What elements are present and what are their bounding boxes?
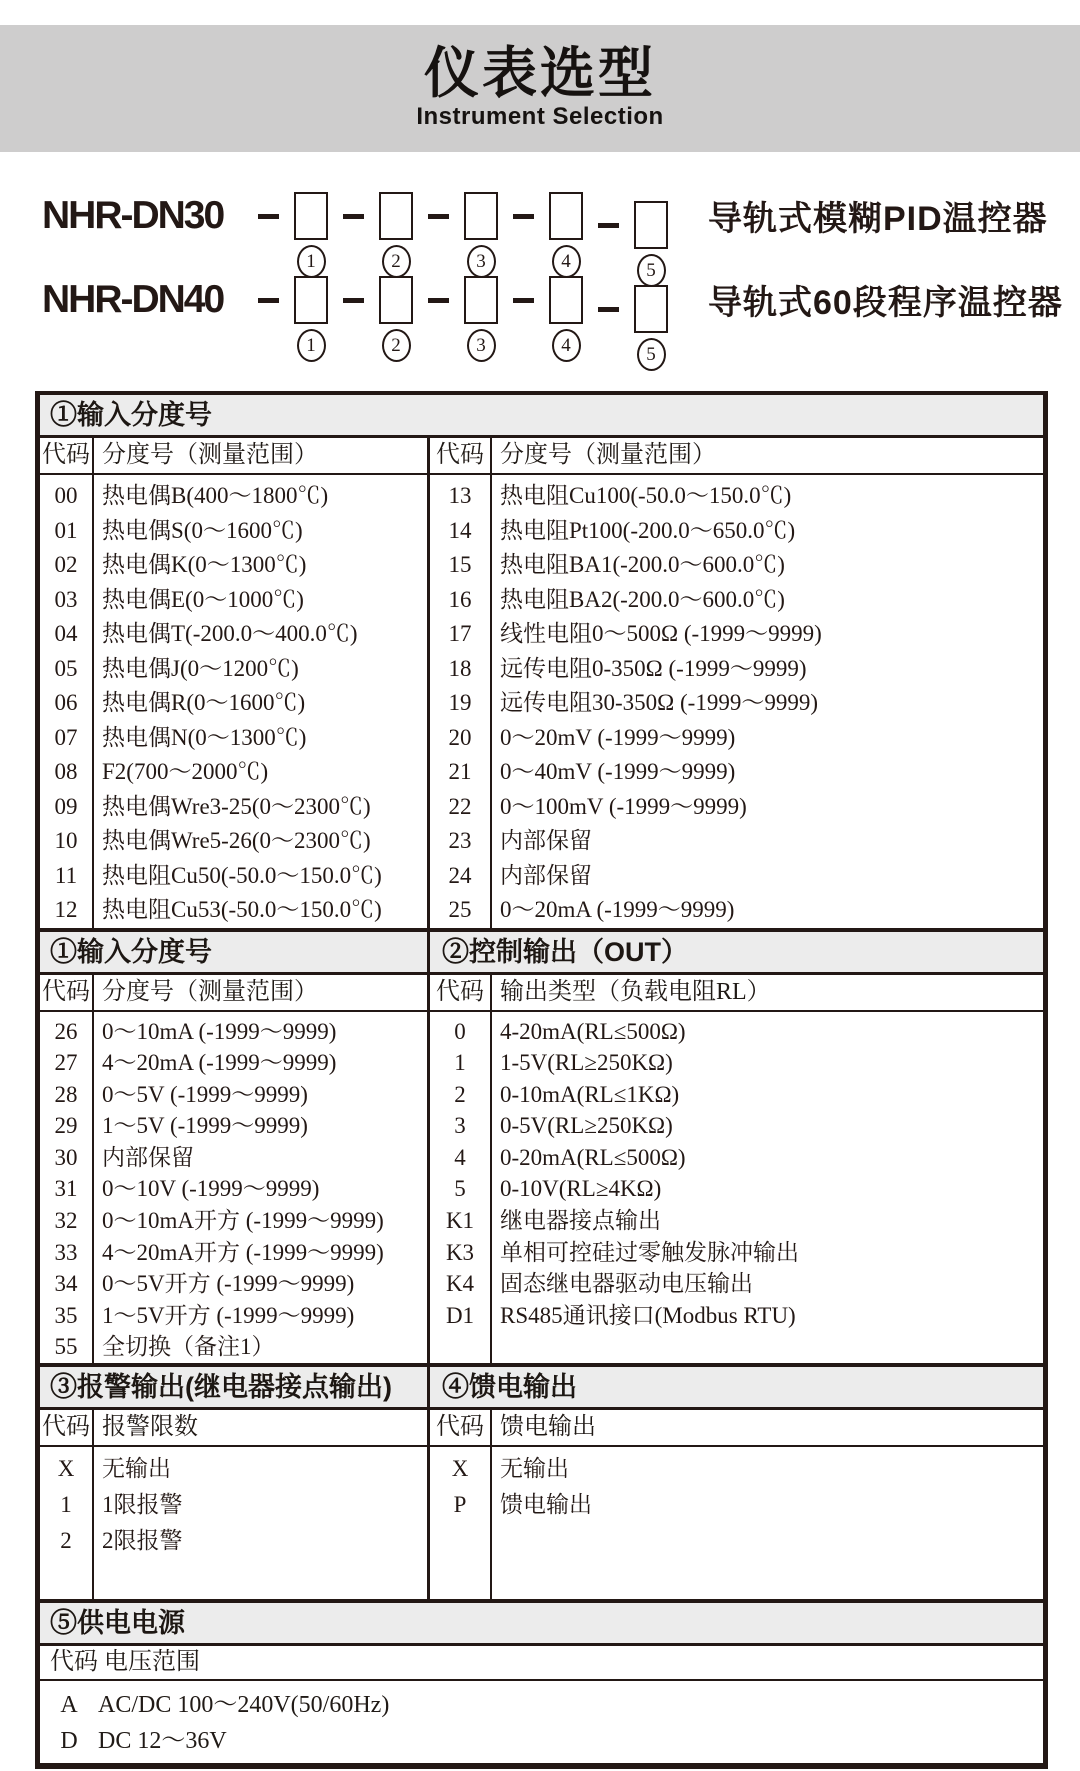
desc-cell: 热电偶K(0～1300℃) bbox=[102, 552, 307, 577]
code-slot bbox=[290, 192, 332, 278]
left-half bbox=[40, 475, 430, 928]
desc-cell: 0-20mA(RL≤500Ω) bbox=[500, 1144, 686, 1170]
desc-cell: 远传电阻30-350Ω (-1999～9999) bbox=[500, 690, 818, 715]
model-row-dn40 bbox=[42, 276, 1080, 365]
desc-cell: 0～100mV (-1999～9999) bbox=[500, 793, 747, 819]
code-column-header: 代码 bbox=[430, 975, 492, 1010]
model-row-dn30 bbox=[42, 192, 1080, 281]
desc-column bbox=[94, 1447, 427, 1599]
right-half bbox=[430, 475, 1043, 928]
desc-cell: 0～10mA (-1999～9999) bbox=[102, 1018, 337, 1044]
code-cell: 3 bbox=[454, 1113, 466, 1139]
right-half bbox=[430, 1410, 1043, 1445]
code-column bbox=[430, 1447, 492, 1599]
desc-column-header: 输出类型（负载电阻RL） bbox=[500, 978, 771, 1005]
model-code-slots bbox=[247, 192, 672, 281]
code-column bbox=[430, 1012, 492, 1364]
left-half bbox=[40, 975, 430, 1010]
desc-cell: 继电器接点输出 bbox=[500, 1208, 661, 1234]
code-column-header: 代码 bbox=[40, 975, 94, 1010]
code-cell: 0 bbox=[454, 1018, 466, 1044]
dash-separator bbox=[258, 214, 279, 219]
desc-cell: 0～20mV (-1999～9999) bbox=[500, 724, 736, 750]
desc-column-header: 分度号（测量范围） bbox=[102, 978, 318, 1005]
code-column-header: 代码 bbox=[430, 1410, 492, 1445]
desc-column bbox=[492, 1012, 1043, 1364]
desc-column-header: 馈电输出 bbox=[500, 1414, 596, 1441]
dash-separator bbox=[258, 298, 279, 303]
code-cell: D1 bbox=[445, 1302, 475, 1328]
code-cell: 1 bbox=[454, 1050, 466, 1076]
banner bbox=[0, 25, 1080, 152]
position-circle: 3 bbox=[467, 329, 496, 362]
model-name: NHR-DN40 bbox=[42, 278, 224, 321]
code-cell: 08 bbox=[54, 759, 78, 784]
code-cell: 11 bbox=[54, 862, 78, 888]
table-row bbox=[40, 1723, 1043, 1759]
model-code-slots bbox=[247, 276, 672, 365]
code-column bbox=[430, 475, 492, 928]
model-code-unit bbox=[247, 192, 332, 278]
dash-separator bbox=[598, 307, 619, 312]
model-description: 导轨式60段程序温控器 bbox=[708, 284, 1063, 322]
column-header-row bbox=[40, 975, 1043, 1012]
desc-cell: 热电阻BA2(-200.0～600.0℃) bbox=[500, 586, 785, 612]
option-box bbox=[294, 192, 328, 240]
desc-cell: 0～10mA开方 (-1999～9999) bbox=[102, 1208, 384, 1234]
code-slot bbox=[375, 276, 417, 362]
code-column-header: 代码 bbox=[430, 438, 492, 473]
code-slot bbox=[545, 276, 587, 362]
code-column bbox=[40, 475, 94, 928]
desc-cell: 1-5V(RL≥250KΩ) bbox=[500, 1050, 673, 1076]
desc-cell: 4～20mA (-1999～9999) bbox=[102, 1050, 337, 1076]
column-header-row bbox=[40, 1410, 1043, 1447]
code-cell: A bbox=[60, 1692, 78, 1719]
desc-cell: 热电偶N(0～1300℃) bbox=[102, 724, 307, 750]
dash-separator bbox=[598, 223, 619, 228]
code-cell: K3 bbox=[445, 1239, 475, 1265]
model-code-unit bbox=[417, 276, 502, 362]
desc-cell: 0-10mA(RL≤1KΩ) bbox=[500, 1081, 680, 1107]
desc-column bbox=[492, 475, 1043, 928]
section-alarm-and-feed-output bbox=[40, 1363, 1043, 1599]
desc-cell: 热电偶B(400～1800℃) bbox=[102, 483, 329, 508]
code-slot bbox=[460, 276, 502, 362]
desc-cell: 0～5V开方 (-1999～9999) bbox=[102, 1271, 355, 1297]
code-cell: 31 bbox=[54, 1176, 78, 1202]
section-title-right: ④馈电输出 bbox=[442, 1372, 577, 1403]
code-cell: 34 bbox=[54, 1271, 78, 1297]
data-block bbox=[40, 1012, 1043, 1364]
code-cell: 33 bbox=[54, 1239, 78, 1265]
code-cell: 24 bbox=[448, 862, 472, 888]
model-diagrams bbox=[42, 192, 1080, 365]
option-box bbox=[464, 276, 498, 324]
selection-table bbox=[35, 391, 1048, 1769]
option-box bbox=[634, 285, 668, 333]
desc-cell: 热电偶Wre5-26(0～2300℃) bbox=[102, 828, 371, 853]
option-box bbox=[464, 192, 498, 240]
code-column bbox=[40, 1447, 94, 1599]
page-title: 仪表选型 bbox=[423, 42, 656, 104]
model-code-unit bbox=[502, 276, 587, 362]
section-title-left: ③报警输出(继电器接点输出) bbox=[40, 1367, 430, 1407]
position-circle: 5 bbox=[637, 254, 666, 287]
code-cell: 26 bbox=[54, 1018, 78, 1044]
section-title-left: ①输入分度号 bbox=[40, 932, 430, 972]
desc-cell: 热电阻Pt100(-200.0～650.0℃) bbox=[500, 517, 796, 543]
position-circle: 5 bbox=[637, 338, 666, 371]
desc-cell: 远传电阻0-350Ω (-1999～9999) bbox=[500, 655, 807, 681]
desc-column bbox=[492, 1447, 1043, 1599]
position-circle: 1 bbox=[297, 245, 326, 278]
code-cell: 16 bbox=[448, 586, 472, 612]
code-cell: 07 bbox=[54, 724, 78, 750]
desc-cell: 0～40mV (-1999～9999) bbox=[500, 759, 736, 784]
code-cell: 25 bbox=[448, 897, 472, 922]
section-power-supply bbox=[40, 1599, 1043, 1763]
desc-cell: 固态继电器驱动电压输出 bbox=[500, 1271, 753, 1297]
code-cell: 27 bbox=[54, 1050, 78, 1076]
desc-cell: 热电偶S(0～1600℃) bbox=[102, 517, 303, 543]
desc-cell: 4～20mA开方 (-1999～9999) bbox=[102, 1239, 384, 1265]
option-box bbox=[379, 276, 413, 324]
code-cell: 35 bbox=[54, 1302, 78, 1328]
desc-column-header: 报警限数 bbox=[102, 1414, 198, 1441]
section-input-graduation-2-and-control-output bbox=[40, 928, 1043, 1364]
code-cell: 06 bbox=[54, 690, 78, 715]
desc-cell: 热电偶R(0～1600℃) bbox=[102, 690, 306, 715]
section-header bbox=[40, 1367, 1043, 1410]
desc-cell: 单相可控硅过零触发脉冲输出 bbox=[500, 1239, 799, 1265]
desc-cell: 热电阻BA1(-200.0～600.0℃) bbox=[500, 552, 785, 577]
code-cell: 18 bbox=[448, 655, 472, 681]
code-column bbox=[40, 1012, 94, 1364]
section-header bbox=[40, 395, 1043, 438]
data-block bbox=[40, 475, 1043, 928]
desc-cell: 馈电输出 bbox=[500, 1492, 592, 1518]
code-cell: 55 bbox=[54, 1334, 78, 1360]
right-half bbox=[430, 975, 1043, 1010]
desc-cell: RS485通讯接口(Modbus RTU) bbox=[500, 1302, 796, 1328]
code-slot bbox=[375, 192, 417, 278]
desc-cell: DC 12～36V bbox=[98, 1728, 227, 1755]
dash-separator bbox=[513, 298, 534, 303]
code-cell: 05 bbox=[54, 655, 78, 681]
position-circle: 2 bbox=[382, 329, 411, 362]
dash-separator bbox=[343, 214, 364, 219]
model-name: NHR-DN30 bbox=[42, 194, 224, 237]
code-cell: 28 bbox=[54, 1081, 78, 1107]
code-cell: 04 bbox=[54, 621, 78, 646]
code-cell: 13 bbox=[448, 483, 472, 508]
model-code-unit bbox=[332, 192, 417, 278]
desc-cell: 0-5V(RL≥250KΩ) bbox=[500, 1113, 673, 1139]
right-half bbox=[430, 438, 1043, 473]
data-block bbox=[40, 1681, 1043, 1763]
code-cell: 14 bbox=[448, 517, 472, 543]
code-cell: 12 bbox=[54, 897, 78, 922]
desc-column bbox=[94, 475, 427, 928]
code-cell: K4 bbox=[445, 1271, 475, 1297]
model-code-unit bbox=[417, 192, 502, 278]
code-cell: 21 bbox=[448, 759, 472, 784]
desc-cell: 全切换（备注1） bbox=[102, 1334, 275, 1360]
code-cell: 2 bbox=[60, 1528, 72, 1554]
position-circle: 3 bbox=[467, 245, 496, 278]
code-cell: X bbox=[57, 1456, 75, 1482]
desc-cell: 内部保留 bbox=[102, 1144, 194, 1170]
desc-cell: 1～5V (-1999～9999) bbox=[102, 1113, 308, 1139]
left-half bbox=[40, 438, 430, 473]
code-slot bbox=[290, 276, 332, 362]
code-cell: 15 bbox=[448, 552, 472, 577]
code-cell: 4 bbox=[454, 1144, 466, 1170]
code-cell: 22 bbox=[448, 793, 472, 819]
desc-cell: 热电阻Cu53(-50.0～150.0℃) bbox=[102, 897, 382, 922]
model-description: 导轨式模糊PID温控器 bbox=[708, 200, 1048, 238]
model-code-unit bbox=[332, 276, 417, 362]
model-code-unit bbox=[587, 285, 672, 371]
desc-cell: F2(700～2000℃) bbox=[102, 759, 269, 784]
desc-cell: 0～20mA (-1999～9999) bbox=[500, 897, 735, 922]
desc-cell: 0～10V (-1999～9999) bbox=[102, 1176, 320, 1202]
code-cell: P bbox=[453, 1492, 467, 1518]
desc-cell: 0～5V (-1999～9999) bbox=[102, 1081, 308, 1107]
desc-column-header: 分度号（测量范围） bbox=[102, 442, 318, 468]
option-box bbox=[634, 201, 668, 249]
option-box bbox=[294, 276, 328, 324]
desc-cell: 无输出 bbox=[102, 1456, 171, 1482]
code-slot bbox=[545, 192, 587, 278]
position-circle: 4 bbox=[552, 245, 581, 278]
left-half bbox=[40, 1012, 430, 1364]
code-cell: 1 bbox=[60, 1492, 72, 1518]
code-cell: K1 bbox=[445, 1208, 475, 1234]
left-half bbox=[40, 1447, 430, 1599]
desc-cell: 热电偶E(0～1000℃) bbox=[102, 586, 304, 612]
option-box bbox=[549, 276, 583, 324]
code-cell: 09 bbox=[54, 793, 78, 819]
desc-cell: 热电偶Wre3-25(0～2300℃) bbox=[102, 793, 371, 819]
code-cell: 00 bbox=[54, 483, 78, 508]
voltage-column-header: 代码 电压范围 bbox=[40, 1646, 1043, 1681]
code-cell: X bbox=[451, 1456, 469, 1482]
code-cell: 32 bbox=[54, 1208, 78, 1234]
desc-cell: AC/DC 100～240V(50/60Hz) bbox=[98, 1692, 390, 1719]
left-half bbox=[40, 1410, 430, 1445]
desc-cell: 热电偶J(0～1200℃) bbox=[102, 655, 299, 681]
desc-column-header: 分度号（测量范围） bbox=[500, 442, 716, 468]
desc-cell: 内部保留 bbox=[500, 862, 592, 888]
option-box bbox=[549, 192, 583, 240]
code-cell: 17 bbox=[448, 621, 472, 646]
code-cell: D bbox=[60, 1728, 78, 1755]
code-cell: 2 bbox=[454, 1081, 466, 1107]
desc-cell: 1～5V开方 (-1999～9999) bbox=[102, 1302, 355, 1328]
column-header-row bbox=[40, 438, 1043, 475]
dash-separator bbox=[428, 298, 449, 303]
code-slot bbox=[630, 201, 672, 287]
position-circle: 4 bbox=[552, 329, 581, 362]
section-title: ①输入分度号 bbox=[50, 400, 212, 430]
code-cell: 10 bbox=[54, 828, 78, 853]
desc-cell: 内部保留 bbox=[500, 828, 592, 853]
section-title-right: ②控制输出（OUT） bbox=[442, 936, 688, 967]
desc-cell: 无输出 bbox=[500, 1456, 569, 1482]
section-header bbox=[40, 932, 1043, 975]
code-slot bbox=[460, 192, 502, 278]
code-cell: 03 bbox=[54, 586, 78, 612]
position-circle: 1 bbox=[297, 329, 326, 362]
desc-cell: 热电阻Cu100(-50.0～150.0℃) bbox=[500, 483, 792, 508]
desc-cell: 热电偶T(-200.0～400.0℃) bbox=[102, 621, 358, 646]
section-title: ⑤供电电源 bbox=[50, 1608, 185, 1639]
page-subtitle: Instrument Selection bbox=[416, 103, 664, 130]
desc-cell: 线性电阻0～500Ω (-1999～9999) bbox=[500, 621, 822, 646]
section-header bbox=[40, 1603, 1043, 1646]
model-code-unit bbox=[247, 276, 332, 362]
code-cell: 30 bbox=[54, 1144, 78, 1170]
code-cell: 20 bbox=[448, 724, 472, 750]
desc-cell: 1限报警 bbox=[102, 1492, 183, 1518]
model-code-unit bbox=[502, 192, 587, 278]
desc-cell: 2限报警 bbox=[102, 1528, 183, 1554]
dash-separator bbox=[513, 214, 534, 219]
code-cell: 29 bbox=[54, 1113, 78, 1139]
code-cell: 5 bbox=[454, 1176, 466, 1202]
option-box bbox=[379, 192, 413, 240]
section-input-graduation-1 bbox=[40, 395, 1043, 928]
dash-separator bbox=[428, 214, 449, 219]
code-cell: 02 bbox=[54, 552, 78, 577]
data-block bbox=[40, 1447, 1043, 1599]
code-column-header: 代码 bbox=[40, 438, 94, 473]
code-column-header: 代码 bbox=[40, 1410, 94, 1445]
desc-column bbox=[94, 1012, 427, 1364]
dash-separator bbox=[343, 298, 364, 303]
code-cell: 01 bbox=[54, 517, 78, 543]
code-slot bbox=[630, 285, 672, 371]
position-circle: 2 bbox=[382, 245, 411, 278]
desc-cell: 0-10V(RL≥4KΩ) bbox=[500, 1176, 662, 1202]
table-row bbox=[40, 1687, 1043, 1723]
desc-cell: 4-20mA(RL≤500Ω) bbox=[500, 1018, 686, 1044]
code-cell: 23 bbox=[448, 828, 472, 853]
right-half bbox=[430, 1012, 1043, 1364]
right-half bbox=[430, 1447, 1043, 1599]
desc-cell: 热电阻Cu50(-50.0～150.0℃) bbox=[102, 862, 382, 888]
code-cell: 19 bbox=[448, 690, 472, 715]
model-code-unit bbox=[587, 201, 672, 287]
